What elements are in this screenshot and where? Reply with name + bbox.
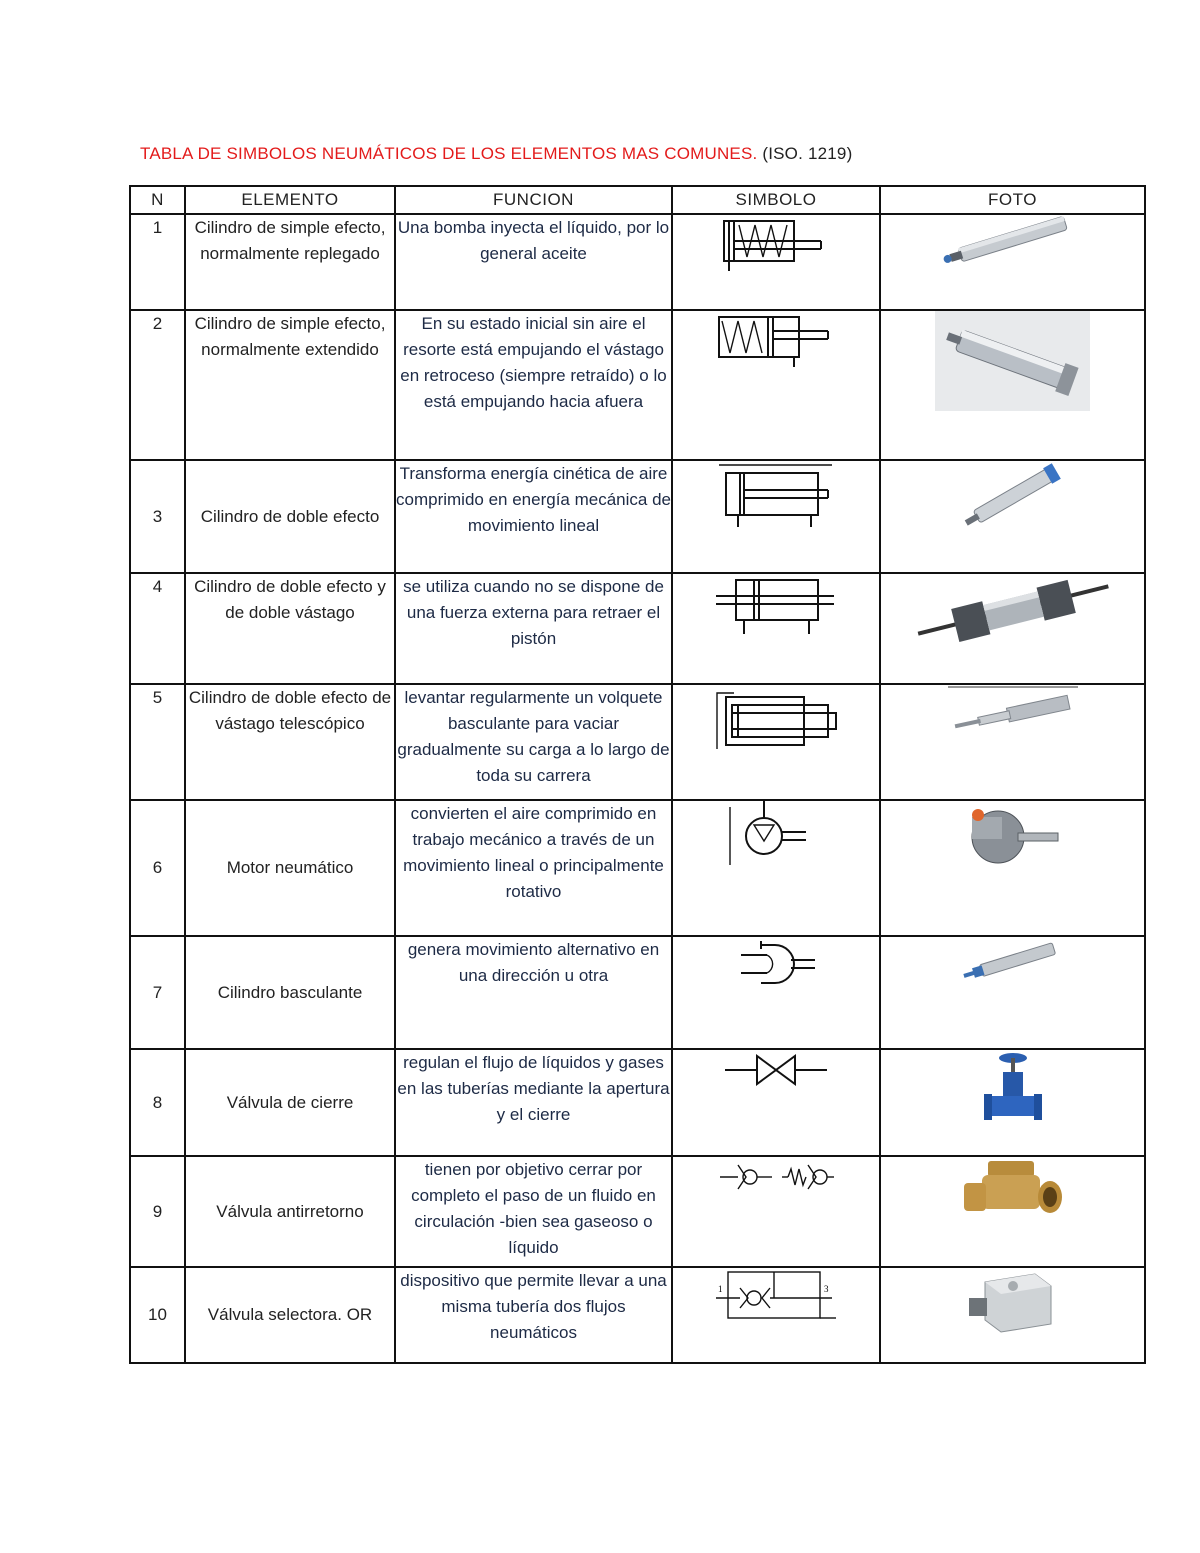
row-number: 1 [130,214,185,310]
table-row [130,310,1145,460]
title-standard: (ISO. 1219) [757,144,853,163]
symbol-cell [672,573,880,684]
shuttle-valve-photo-icon [965,1268,1060,1338]
photo-cell [880,936,1145,1049]
header-elemento: ELEMENTO [185,186,395,214]
row-number: 4 [130,573,185,684]
telescopic-cylinder-icon [714,685,839,755]
symbol-cell [672,1049,880,1156]
element-name: Válvula selectora. OR [185,1267,395,1363]
telescopic-cylinder-photo-icon [948,685,1078,745]
header-foto: FOTO [880,186,1145,214]
photo-cell [880,684,1145,800]
check-valve-photo-icon [958,1157,1068,1227]
swivel-cylinder-icon [731,937,821,992]
symbol-cell [672,310,880,460]
element-name: Válvula de cierre [185,1049,395,1156]
cylinder-photo-icon [953,461,1073,531]
cylinder-photo-icon [943,215,1083,265]
symbol-cell [672,936,880,1049]
table-row [130,214,1145,310]
gate-valve-photo-icon [978,1050,1048,1130]
photo-cell [880,1267,1145,1363]
symbol-cell [672,460,880,573]
title-main: TABLA DE SIMBOLOS NEUMÁTICOS DE LOS ELEMENTOS MAS COMUNES. [140,144,758,163]
element-function: tienen por objetivo cerrar por completo el paso de un fluido en circulación -bien sea gaseoso o líquido [395,1156,672,1267]
row-number: 6 [130,800,185,936]
element-function: se utiliza cuando no se dispone de una fuerza externa para retraer el pistón [395,573,672,684]
row-number: 10 [130,1267,185,1363]
element-name: Cilindro basculante [185,936,395,1049]
double-acting-cylinder-icon [716,461,836,531]
photo-cell [880,1156,1145,1267]
element-name: Cilindro de doble efecto de vástago telescópico [185,684,395,800]
element-name: Cilindro de doble efecto y de doble vástago [185,573,395,684]
symbol-cell [672,800,880,936]
row-number: 5 [130,684,185,800]
symbol-cell [672,1156,880,1267]
element-function: Transforma energía cinética de aire comprimido en energía mecánica de movimiento lineal [395,460,672,573]
table-row [130,573,1145,684]
table-row [130,1049,1145,1156]
element-function: regulan el flujo de líquidos y gases en las tuberías mediante la apertura y el cierre [395,1049,672,1156]
header-funcion: FUNCION [395,186,672,214]
symbols-table [129,185,1146,1364]
single-acting-cylinder-extended-icon [716,311,836,371]
row-number: 7 [130,936,185,1049]
element-function: Una bomba inyecta el líquido, por lo general aceite [395,214,672,310]
single-acting-cylinder-retracted-icon [721,215,831,275]
page-title [140,144,852,164]
photo-cell [880,214,1145,310]
symbol-cell [672,1267,880,1363]
photo-cell [880,1049,1145,1156]
table-row [130,936,1145,1049]
motor-photo-icon [958,801,1068,871]
element-name: Cilindro de doble efecto [185,460,395,573]
row-number: 3 [130,460,185,573]
row-number: 2 [130,310,185,460]
element-function: convierten el aire comprimido en trabajo mecánico a través de un movimiento lineal o principalmente rotativo [395,800,672,936]
port-label-left: 1 [717,1284,722,1294]
element-function: genera movimiento alternativo en una dirección u otra [395,936,672,1049]
symbol-cell [672,214,880,310]
double-rod-cylinder-icon [714,574,839,639]
row-number: 8 [130,1049,185,1156]
element-function: dispositivo que permite llevar a una misma tubería dos flujos neumáticos [395,1267,672,1363]
element-name: Válvula antirretorno [185,1156,395,1267]
header-n: N [130,186,185,214]
port-label-right: 3 [823,1284,828,1294]
element-name: Motor neumático [185,800,395,936]
element-function: levantar regularmente un volquete basculante para vaciar gradualmente su carga a lo largo de toda su carrera [395,684,672,800]
shuttle-valve-icon [714,1268,839,1323]
photo-cell [880,460,1145,573]
cylinder-photo-icon [958,937,1068,987]
table-row [130,800,1145,936]
element-function: En su estado inicial sin aire el resorte está empujando el vástago en retroceso (siempre retraído) o lo está empujando hacia afuera [395,310,672,460]
table-row [130,684,1145,800]
symbol-cell [672,684,880,800]
table-row [130,1156,1145,1267]
row-number: 9 [130,1156,185,1267]
double-rod-cylinder-photo-icon [913,574,1113,644]
photo-cell [880,310,1145,460]
cylinder-photo-icon [935,311,1090,411]
table-row [130,1267,1145,1363]
shutoff-valve-icon [721,1050,831,1090]
pneumatic-motor-icon [726,801,826,871]
table-header-row [130,186,1145,214]
header-simbolo: SIMBOLO [672,186,880,214]
table-row [130,460,1145,573]
element-name: Cilindro de simple efecto, normalmente extendido [185,310,395,460]
check-valve-icon [716,1157,836,1197]
photo-cell [880,573,1145,684]
photo-cell [880,800,1145,936]
element-name: Cilindro de simple efecto, normalmente replegado [185,214,395,310]
